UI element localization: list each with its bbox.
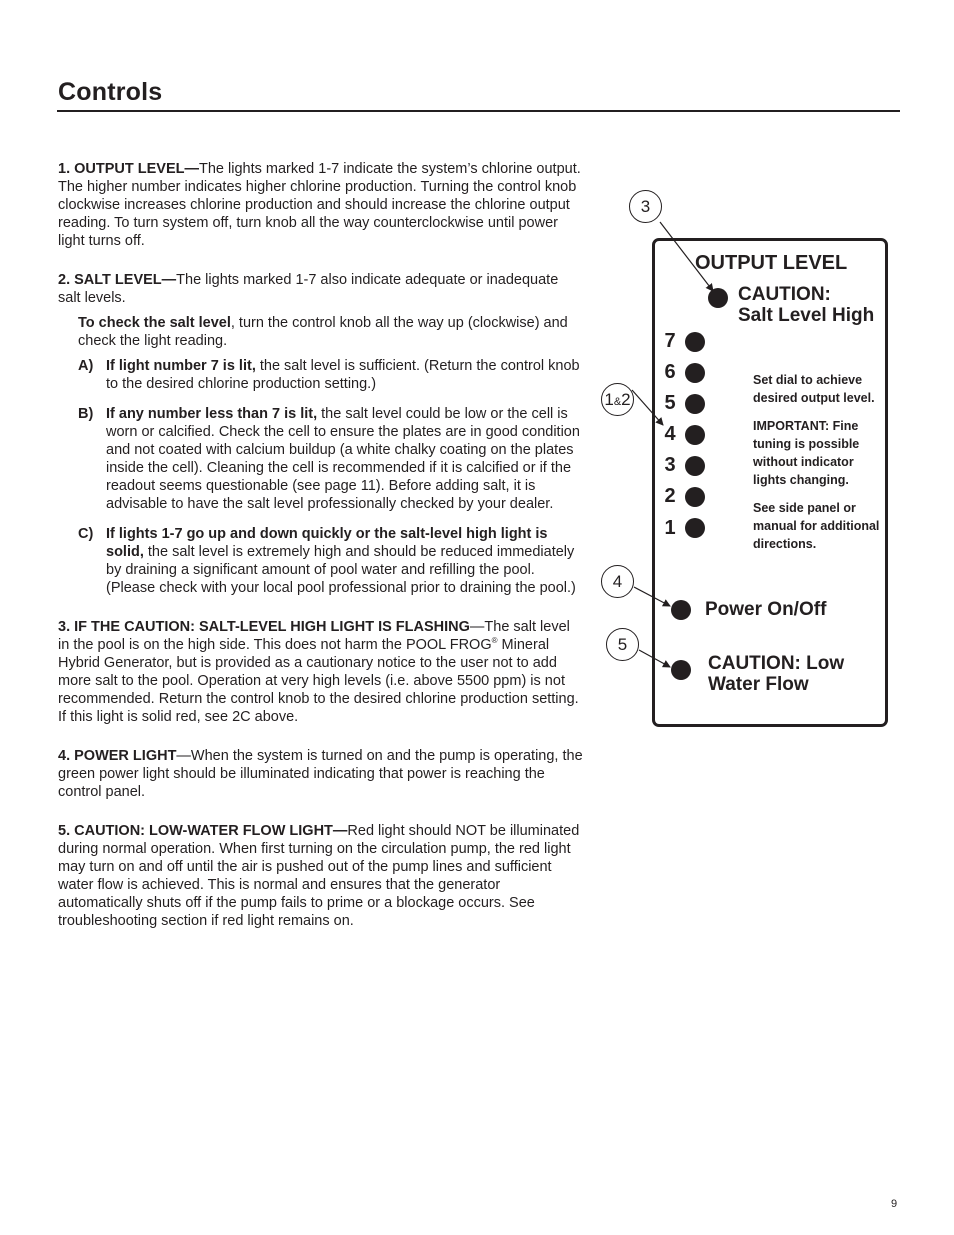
callout-5: 5: [606, 628, 639, 661]
caution-salt-line: CAUTION:: [738, 284, 831, 305]
level-number: 5: [664, 392, 676, 414]
instruction-note: See side panel or manual for additional directions.: [753, 500, 880, 552]
section-body: The lights marked 1-7 also indicate adequate or inadequate salt levels.: [58, 272, 559, 306]
level-number: 1: [664, 517, 676, 539]
list-bold: If any number less than 7 is lit,: [106, 406, 318, 422]
level-number: 3: [664, 454, 676, 476]
section-body: Red light should NOT be illuminated during normal operation. When first turning on the circulation pump, the red light may turn on and off until the air is pushed out of the pump lines and sufficient water flow is achieved. This is normal and ensures that the generator automatically shuts off if the pump fails to prime or a blockage occurs. See troubleshooting section if red light remains on.: [58, 823, 580, 929]
check-body: , turn the control knob all the way up (clockwise) and check the light reading.: [78, 315, 568, 349]
callout-1-2: 1&2: [601, 383, 634, 416]
callout-3: 3: [629, 190, 662, 223]
list-letter: C): [78, 526, 94, 542]
level-light-2: [685, 487, 705, 507]
page-number: 9: [891, 1198, 898, 1210]
list-bold: If light number 7 is lit,: [106, 358, 256, 374]
list-bold: If lights 1-7 go up and down quickly or the salt-level high light is solid,: [106, 526, 548, 560]
list-body: the salt level could be low or the cell is worn or calcified. Check the cell to ensure the plates are in good condition and not coated with calcium buildup (a white chalky coating on the plates inside the cell). Cleaning the cell is recommended if it is calcified or if the readout seems questionable (see page 11). Before adding salt, it is advisable to have the salt level professionally checked by your dealer.: [106, 406, 580, 512]
list-letter: A): [78, 358, 94, 374]
section-heading: 4. POWER LIGHT: [58, 748, 177, 764]
section-heading: 2. SALT LEVEL—: [58, 272, 177, 288]
caution-flow-line: Water Flow: [708, 674, 809, 695]
caution-flow-line: CAUTION: Low: [708, 653, 845, 674]
salt-high-light: [708, 288, 728, 308]
list-letter: B): [78, 406, 94, 422]
power-label: Power On/Off: [705, 599, 827, 620]
section-body: —The salt level in the pool is on the high side. This does not harm the POOL FROG: [58, 619, 570, 653]
list-body: the salt level is extremely high and should be reduced immediately by draining a significant amount of pool water and refilling the pool. (Please check with your local pool professional prior to draining the pool.): [106, 544, 576, 596]
level-number: 7: [664, 330, 676, 352]
section-body: Mineral Hybrid Generator, but is provided as a cautionary notice to the user not to add more salt to the pool. Operation at very high levels (i.e. above 5500 ppm) is not recommended. Return the control knob to the desired chlorine production setting. If this light is solid red, see 2C above.: [58, 637, 579, 725]
instruction-note: IMPORTANT: Fine tuning is possible without indicator lights changing.: [753, 418, 860, 488]
registered-mark: ®: [491, 636, 498, 646]
level-number: 4: [664, 423, 676, 445]
level-light-4: [685, 425, 705, 445]
section-body: —When the system is turned on and the pump is operating, the green power light should be illuminated indicating that power is reaching the control panel.: [58, 748, 583, 800]
check-heading: To check the salt level: [78, 315, 231, 331]
list-body: the salt level is sufficient. (Return the control knob to the desired chlorine production setting.): [106, 358, 580, 392]
caution-salt-label: [738, 284, 874, 326]
level-light-6: [685, 363, 705, 383]
level-number: 6: [664, 361, 676, 383]
caution-salt-line: Salt Level High: [738, 305, 875, 326]
section-heading: 3. IF THE CAUTION: SALT-LEVEL HIGH LIGHT IS FLASHING: [58, 619, 470, 635]
output-level-label: OUTPUT LEVEL: [695, 252, 848, 274]
section-heading: 5. CAUTION: LOW-WATER FLOW LIGHT—: [58, 823, 348, 839]
level-number: 2: [664, 485, 676, 507]
level-light-5: [685, 394, 705, 414]
level-light-3: [685, 456, 705, 476]
power-light: [671, 600, 691, 620]
low-flow-light: [671, 660, 691, 680]
level-light-7: [685, 332, 705, 352]
section-heading: 1. OUTPUT LEVEL—: [58, 161, 199, 177]
level-light-1: [685, 518, 705, 538]
panel-instructions: [753, 371, 881, 563]
caution-flow-label: [708, 653, 844, 695]
section-body: The lights marked 1-7 indicate the system’s chlorine output. The higher number indicates higher chlorine production. Turning the control knob clockwise increases chlorine production and should increase the chlorine output reading. To turn system off, turn knob all the way counterclockwise until power light turns off.: [58, 161, 581, 249]
page-title: Controls: [58, 78, 163, 106]
callout-4: 4: [601, 565, 634, 598]
instruction-note: Set dial to achieve desired output level.: [753, 373, 875, 406]
